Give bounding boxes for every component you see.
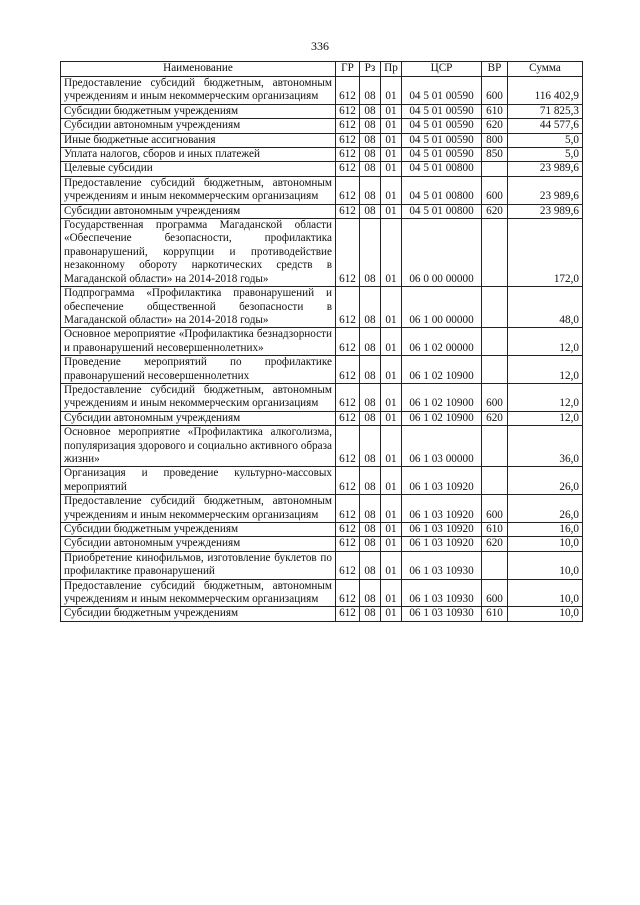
row-sum: 5,0 <box>508 133 583 147</box>
row-name: Предоставление субсидий бюджетным, автономным учреждениям и иным некоммерческим организациям <box>61 383 336 411</box>
page-number: 336 <box>311 39 329 53</box>
row-name: Целевые субсидии <box>61 162 336 176</box>
row-name: Субсидии бюджетным учреждениям <box>61 104 336 118</box>
header-csr: ЦСР <box>402 62 482 77</box>
row-name: Субсидии бюджетным учреждениям <box>61 523 336 537</box>
row-gr: 612 <box>336 356 360 384</box>
row-vr: 800 <box>482 133 508 147</box>
row-vr: 600 <box>482 495 508 523</box>
row-vr <box>482 356 508 384</box>
header-row <box>61 62 583 77</box>
row-name: Подпрограмма «Профилактика правонарушений и обеспечение общественной безопасности в Магаданской области» на 2014-2018 годы» <box>61 287 336 328</box>
row-vr: 600 <box>482 77 508 105</box>
row-gr: 612 <box>336 176 360 204</box>
row-vr: 600 <box>482 579 508 607</box>
header-rz: Рз <box>360 62 381 77</box>
row-pr: 01 <box>381 426 402 467</box>
row-gr: 612 <box>336 133 360 147</box>
row-name: Основное мероприятие «Профилактика алкоголизма, популяризация здорового и социально активного образа жизни» <box>61 426 336 467</box>
table-row <box>61 426 583 467</box>
row-gr: 612 <box>336 467 360 495</box>
row-vr: 600 <box>482 176 508 204</box>
row-sum: 10,0 <box>508 607 583 621</box>
row-name: Субсидии автономным учреждениям <box>61 119 336 133</box>
row-csr: 06 1 03 10930 <box>402 551 482 579</box>
row-sum: 16,0 <box>508 523 583 537</box>
row-csr: 04 5 01 00800 <box>402 176 482 204</box>
row-vr <box>482 219 508 287</box>
row-pr: 01 <box>381 176 402 204</box>
table-row <box>61 607 583 621</box>
row-gr: 612 <box>336 426 360 467</box>
row-sum: 23 989,6 <box>508 162 583 176</box>
table-row <box>61 495 583 523</box>
row-rz: 08 <box>360 383 381 411</box>
row-name: Субсидии автономным учреждениям <box>61 537 336 551</box>
row-name: Организация и проведение культурно-массовых мероприятий <box>61 467 336 495</box>
row-vr: 610 <box>482 607 508 621</box>
row-name: Субсидии автономным учреждениям <box>61 204 336 218</box>
row-pr: 01 <box>381 104 402 118</box>
row-csr: 06 1 03 10920 <box>402 495 482 523</box>
row-csr: 06 1 03 10920 <box>402 523 482 537</box>
row-pr: 01 <box>381 133 402 147</box>
table-row <box>61 328 583 356</box>
row-name: Основное мероприятие «Профилактика безнадзорности и правонарушений несовершеннолетних» <box>61 328 336 356</box>
row-name: Проведение мероприятий по профилактике правонарушений несовершеннолетних <box>61 356 336 384</box>
row-sum: 10,0 <box>508 579 583 607</box>
table-row <box>61 204 583 218</box>
row-name: Приобретение кинофильмов, изготовление буклетов по профилактике правонарушений <box>61 551 336 579</box>
row-gr: 612 <box>336 495 360 523</box>
table-row <box>61 162 583 176</box>
row-rz: 08 <box>360 119 381 133</box>
row-sum: 23 989,6 <box>508 176 583 204</box>
row-rz: 08 <box>360 104 381 118</box>
row-gr: 612 <box>336 77 360 105</box>
row-csr: 04 5 01 00590 <box>402 77 482 105</box>
row-sum: 48,0 <box>508 287 583 328</box>
table-row <box>61 287 583 328</box>
row-rz: 08 <box>360 467 381 495</box>
row-pr: 01 <box>381 537 402 551</box>
row-sum: 10,0 <box>508 537 583 551</box>
row-gr: 612 <box>336 104 360 118</box>
row-gr: 612 <box>336 383 360 411</box>
header-gr: ГР <box>336 62 360 77</box>
row-rz: 08 <box>360 204 381 218</box>
header-pr: Пр <box>381 62 402 77</box>
row-pr: 01 <box>381 287 402 328</box>
row-sum: 12,0 <box>508 356 583 384</box>
table-row <box>61 148 583 162</box>
row-vr: 850 <box>482 148 508 162</box>
row-sum: 26,0 <box>508 495 583 523</box>
table-row <box>61 356 583 384</box>
row-name: Государственная программа Магаданской области «Обеспечение безопасности, профилактика правонарушений, коррупции и противодействие незаконному обороту наркотических средств в Магаданской области» на 2014-2018 годы» <box>61 219 336 287</box>
row-sum: 44 577,6 <box>508 119 583 133</box>
row-rz: 08 <box>360 579 381 607</box>
row-csr: 04 5 01 00590 <box>402 148 482 162</box>
row-sum: 10,0 <box>508 551 583 579</box>
row-gr: 612 <box>336 204 360 218</box>
row-rz: 08 <box>360 176 381 204</box>
row-vr: 620 <box>482 119 508 133</box>
row-vr <box>482 162 508 176</box>
row-sum: 12,0 <box>508 383 583 411</box>
row-rz: 08 <box>360 162 381 176</box>
row-sum: 116 402,9 <box>508 77 583 105</box>
row-csr: 04 5 01 00590 <box>402 133 482 147</box>
row-gr: 612 <box>336 411 360 425</box>
row-vr: 610 <box>482 523 508 537</box>
row-gr: 612 <box>336 328 360 356</box>
row-pr: 01 <box>381 467 402 495</box>
row-name: Предоставление субсидий бюджетным, автономным учреждениям и иным некоммерческим организациям <box>61 495 336 523</box>
table-row <box>61 119 583 133</box>
row-vr: 620 <box>482 204 508 218</box>
row-gr: 612 <box>336 162 360 176</box>
row-sum: 12,0 <box>508 328 583 356</box>
header-vr: ВР <box>482 62 508 77</box>
row-vr: 620 <box>482 411 508 425</box>
row-name: Субсидии автономным учреждениям <box>61 411 336 425</box>
row-rz: 08 <box>360 328 381 356</box>
row-rz: 08 <box>360 133 381 147</box>
row-gr: 612 <box>336 219 360 287</box>
row-gr: 612 <box>336 148 360 162</box>
row-pr: 01 <box>381 383 402 411</box>
row-pr: 01 <box>381 551 402 579</box>
row-csr: 06 1 03 00000 <box>402 426 482 467</box>
row-gr: 612 <box>336 579 360 607</box>
row-vr <box>482 551 508 579</box>
row-rz: 08 <box>360 607 381 621</box>
row-sum: 5,0 <box>508 148 583 162</box>
row-csr: 06 1 02 10900 <box>402 383 482 411</box>
table-row <box>61 523 583 537</box>
row-rz: 08 <box>360 356 381 384</box>
row-name: Уплата налогов, сборов и иных платежей <box>61 148 336 162</box>
row-rz: 08 <box>360 411 381 425</box>
row-csr: 06 1 03 10920 <box>402 467 482 495</box>
table-row <box>61 219 583 287</box>
row-vr <box>482 287 508 328</box>
row-csr: 06 1 03 10920 <box>402 537 482 551</box>
row-csr: 06 1 03 10930 <box>402 579 482 607</box>
row-csr: 04 5 01 00800 <box>402 162 482 176</box>
row-name: Предоставление субсидий бюджетным, автономным учреждениям и иным некоммерческим организациям <box>61 176 336 204</box>
row-rz: 08 <box>360 495 381 523</box>
row-csr: 06 1 03 10930 <box>402 607 482 621</box>
table-row <box>61 133 583 147</box>
row-vr: 600 <box>482 383 508 411</box>
row-rz: 08 <box>360 77 381 105</box>
table-row <box>61 104 583 118</box>
row-rz: 08 <box>360 537 381 551</box>
table-row <box>61 551 583 579</box>
row-sum: 23 989,6 <box>508 204 583 218</box>
row-sum: 26,0 <box>508 467 583 495</box>
row-pr: 01 <box>381 77 402 105</box>
table-row <box>61 467 583 495</box>
row-gr: 612 <box>336 537 360 551</box>
row-vr <box>482 467 508 495</box>
table-row <box>61 176 583 204</box>
row-sum: 36,0 <box>508 426 583 467</box>
row-gr: 612 <box>336 607 360 621</box>
row-gr: 612 <box>336 551 360 579</box>
row-pr: 01 <box>381 607 402 621</box>
row-vr: 610 <box>482 104 508 118</box>
row-pr: 01 <box>381 119 402 133</box>
row-name: Субсидии бюджетным учреждениям <box>61 607 336 621</box>
budget-table <box>60 61 583 622</box>
row-csr: 04 5 01 00590 <box>402 119 482 133</box>
row-rz: 08 <box>360 219 381 287</box>
table-row <box>61 411 583 425</box>
row-rz: 08 <box>360 551 381 579</box>
row-gr: 612 <box>336 119 360 133</box>
row-name: Иные бюджетные ассигнования <box>61 133 336 147</box>
row-csr: 06 0 00 00000 <box>402 219 482 287</box>
row-pr: 01 <box>381 219 402 287</box>
row-csr: 06 1 02 00000 <box>402 328 482 356</box>
row-gr: 612 <box>336 287 360 328</box>
row-name: Предоставление субсидий бюджетным, автономным учреждениям и иным некоммерческим организациям <box>61 579 336 607</box>
row-rz: 08 <box>360 148 381 162</box>
row-pr: 01 <box>381 204 402 218</box>
row-sum: 71 825,3 <box>508 104 583 118</box>
row-vr <box>482 328 508 356</box>
table-row <box>61 383 583 411</box>
table-row <box>61 579 583 607</box>
table-row <box>61 77 583 105</box>
row-sum: 172,0 <box>508 219 583 287</box>
row-vr <box>482 426 508 467</box>
row-csr: 06 1 00 00000 <box>402 287 482 328</box>
row-pr: 01 <box>381 162 402 176</box>
table-row <box>61 537 583 551</box>
header-name: Наименование <box>61 62 336 77</box>
row-vr: 620 <box>482 537 508 551</box>
row-csr: 04 5 01 00800 <box>402 204 482 218</box>
row-pr: 01 <box>381 411 402 425</box>
row-rz: 08 <box>360 426 381 467</box>
row-gr: 612 <box>336 523 360 537</box>
row-csr: 06 1 02 10900 <box>402 356 482 384</box>
row-pr: 01 <box>381 495 402 523</box>
row-rz: 08 <box>360 523 381 537</box>
row-pr: 01 <box>381 328 402 356</box>
row-csr: 04 5 01 00590 <box>402 104 482 118</box>
row-pr: 01 <box>381 579 402 607</box>
row-csr: 06 1 02 10900 <box>402 411 482 425</box>
row-pr: 01 <box>381 356 402 384</box>
row-rz: 08 <box>360 287 381 328</box>
header-sum: Сумма <box>508 62 583 77</box>
row-pr: 01 <box>381 523 402 537</box>
row-name: Предоставление субсидий бюджетным, автономным учреждениям и иным некоммерческим организациям <box>61 77 336 105</box>
row-sum: 12,0 <box>508 411 583 425</box>
row-pr: 01 <box>381 148 402 162</box>
